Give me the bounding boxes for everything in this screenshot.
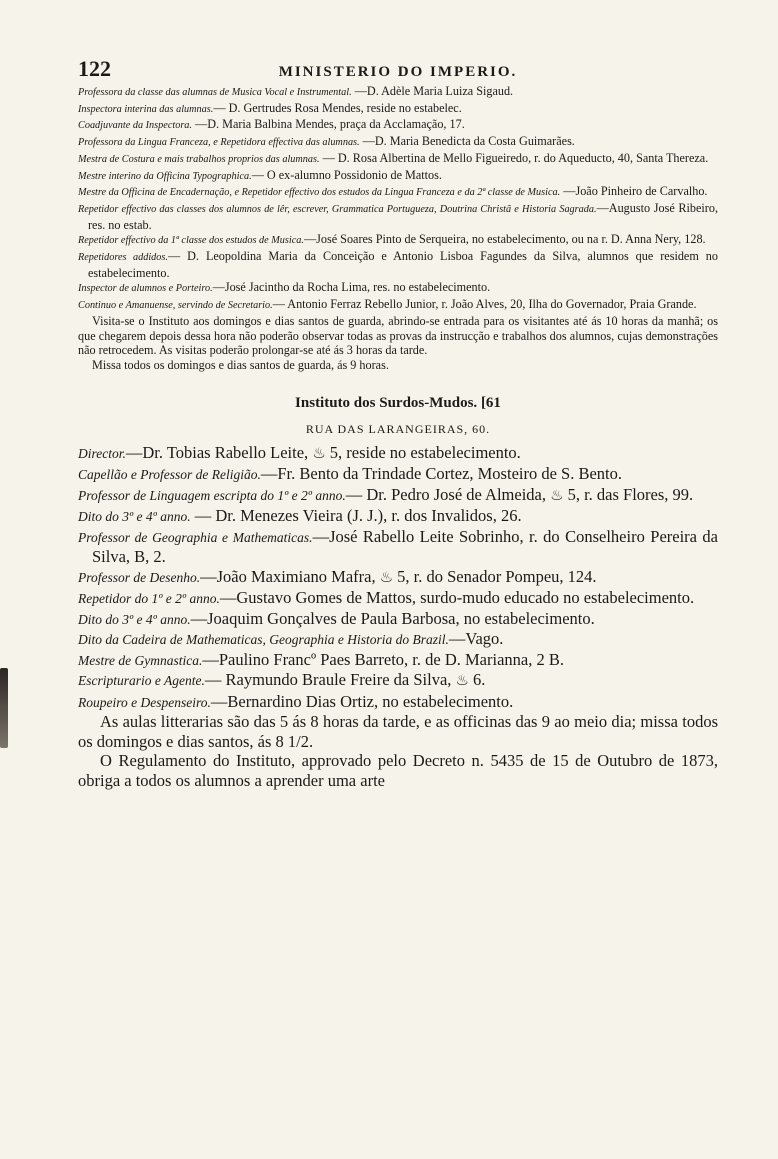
entry-text-after: 5, r. do Senador Pompeu, 124. — [393, 566, 597, 586]
lower-entry — [78, 567, 718, 589]
role-title: Professor de Geographia e Mathematicas. — [78, 529, 313, 545]
role-title: Roupeiro e Despenseiro. — [78, 694, 211, 710]
order-insignia-icon: ♨ — [550, 487, 564, 504]
entry-text: — Dr. Menezes Vieira (J. J.), r. dos Invalidos, 26. — [190, 506, 522, 526]
entry-text: — Dr. Pedro José de Almeida, — [345, 484, 551, 504]
lower-entry — [78, 629, 718, 650]
lower-entry — [78, 670, 718, 692]
order-insignia-icon: ♨ — [379, 569, 394, 586]
lower-paragraph: O Regulamento do Instituto, approvado pelo Decreto n. 5435 de 15 de Outubro de 1873, obriga a todos os alumnos a aprender uma arte — [78, 751, 718, 790]
upper-paragraph: Missa todos os domingos e dias santos de guarda, ás 9 horas. — [92, 357, 389, 372]
margin-binding-mark — [0, 668, 8, 748]
upper-entry — [78, 184, 718, 201]
entry-text: —Dr. Tobias Rabello Leite, — [125, 442, 313, 462]
entry-text: — D. Leopoldina Maria da Conceição e Antonio Lisboa Fagundes da Silva, alumnos que residem no estabelecimento. — [88, 249, 718, 280]
lower-entry — [78, 692, 718, 713]
entry-text: —D. Maria Benedicta da Costa Guimarães. — [359, 134, 575, 149]
role-title: Mestre interino da Officina Typographica. — [78, 170, 252, 182]
entry-text: —Fr. Bento da Trindade Cortez, Mosteiro de S. Bento. — [260, 464, 623, 484]
role-title: Repetidor effectivo das classes dos alumnos de lêr, escrever, Grammatica Portugueza, Doutrina Christã e Historia Sagrada. — [78, 203, 597, 215]
role-title: Dito do 3º e 4º anno. — [78, 611, 191, 627]
entry-text: — O ex-alumno Possidonio de Mattos. — [251, 167, 442, 182]
role-title: Professora da Lingua Franceza, e Repetidora effectiva das alumnas. — [78, 137, 360, 149]
lower-entry — [78, 588, 718, 609]
role-title: Capellão e Professor de Religião. — [78, 467, 261, 483]
lower-paragraph: As aulas litterarias são das 5 ás 8 horas da tarde, e as officinas das 9 ao meio dia; missa todos os domingos e dias santos, ás 8 1/2. — [78, 712, 718, 751]
entry-text: — Antonio Ferraz Rebello Junior, r. João Alves, 20, Ilha do Governador, Praia Grande. — [272, 297, 697, 312]
entry-text: — D. Rosa Albertina de Mello Figueiredo, r. do Aqueducto, 40, Santa Thereza. — [319, 150, 709, 165]
page-number: 122 — [78, 56, 111, 81]
upper-entry — [78, 134, 718, 151]
entry-text: —Vago. — [448, 629, 504, 649]
entry-text: —D. Adèle Maria Luiza Sigaud. — [351, 84, 514, 98]
running-head — [78, 56, 718, 84]
lower-entry — [78, 464, 718, 485]
entry-text: —D. Maria Balbina Mendes, praça da Acclamação, 17. — [191, 117, 465, 132]
role-title: Repetidores addidos. — [78, 252, 168, 264]
upper-paragraph: Visita-se o Instituto aos domingos e dias santos de guarda, abrindo-se entrada para os visitantes até ás 10 horas da manhã; os que chegarem depois dessa hora não poderão observar todas as provas da instrucção e trabalhos dos alumnos, cujas demonstrações não retrocedem. As visitas poderão prolongar-se até ás 3 horas da tarde. — [78, 313, 718, 358]
upper-entry — [78, 168, 718, 185]
entry-text-after: 5, r. das Flores, 99. — [563, 484, 694, 504]
entry-text-after: 6. — [468, 670, 486, 690]
upper-entry — [78, 201, 718, 232]
role-title: Mestra de Costura e mais trabalhos proprios das alumnas. — [78, 153, 320, 165]
role-title: Inspectora interina das alumnas. — [78, 103, 214, 115]
entry-text-after: 5, reside no estabelecimento. — [325, 442, 521, 462]
lower-entry — [78, 485, 718, 507]
role-title: Coadjuvante da Inspectora. — [78, 120, 192, 132]
entry-text: —João Pinheiro de Carvalho. — [560, 184, 708, 199]
entry-text: —José Rabello Leite Sobrinho, r. do Conselheiro Pereira da Silva, B, 2. — [92, 526, 718, 567]
upper-entry — [78, 84, 718, 101]
role-title: Repetidor do 1º e 2º anno. — [78, 591, 220, 607]
role-title: Mestre de Gymnastica. — [78, 652, 203, 668]
upper-section — [78, 84, 718, 373]
role-title: Inspector de alumnos e Porteiro. — [78, 283, 213, 295]
running-title: MINISTERIO DO IMPERIO. — [278, 64, 518, 80]
entry-text: —Bernardino Dias Ortiz, no estabelecimento. — [210, 691, 514, 711]
lower-entry — [78, 443, 718, 465]
role-title: Mestre da Officina de Encadernação, e Repetidor effectivo dos estudos da Lingua Franceza e da 2ª classe de Musica. — [78, 187, 561, 199]
entry-text: —Gustavo Gomes de Mattos, surdo-mudo educado no estabelecimento. — [219, 588, 695, 608]
lower-entry — [78, 609, 718, 630]
role-title: Professor de Linguagem escripta do 1º e 2º anno. — [78, 487, 346, 503]
entry-text: — Raymundo Braule Freire da Silva, — [204, 670, 456, 690]
upper-entry — [78, 232, 718, 249]
lower-entry — [78, 527, 718, 567]
book-page — [78, 56, 718, 790]
section-ref: [61 — [480, 394, 501, 411]
entry-text: —Augusto José Ribeiro, res. no estab. — [88, 200, 718, 232]
section-address: RUA DAS LARANGEIRAS, 60. — [305, 421, 491, 436]
upper-entry — [78, 249, 718, 280]
order-insignia-icon: ♨ — [455, 673, 469, 690]
lower-entry — [78, 650, 718, 671]
upper-entry — [78, 280, 718, 297]
section-title-text: Instituto dos Surdos-Mudos. — [295, 394, 478, 411]
order-insignia-icon: ♨ — [312, 445, 326, 462]
entry-text: —José Soares Pinto de Serqueira, no estabelecimento, ou na r. D. Anna Nery, 128. — [303, 232, 706, 247]
entry-text: —Paulino Francº Paes Barreto, r. de D. Marianna, 2 B. — [202, 649, 564, 669]
role-title: Dito do 3º e 4º anno. — [78, 509, 191, 525]
upper-entry — [78, 151, 718, 168]
lower-section — [78, 443, 718, 791]
lower-entry — [78, 506, 718, 527]
role-title: Dito da Cadeira de Mathematicas, Geographia e Historia do Brazil. — [78, 632, 449, 648]
role-title: Repetidor effectivo da 1ª classe dos estudos de Musica. — [78, 235, 304, 247]
entry-text: — D. Gertrudes Rosa Mendes, reside no estabelec. — [213, 100, 462, 115]
section-title — [78, 395, 718, 412]
upper-entry — [78, 297, 718, 314]
upper-entry — [78, 101, 718, 118]
role-title: Professor de Desenho. — [78, 569, 201, 585]
entry-text: —João Maximiano Mafra, — [200, 566, 380, 586]
role-title: Director. — [78, 445, 126, 461]
role-title: Professora da classe das alumnas de Musica Vocal e Instrumental. — [78, 87, 352, 98]
upper-entry — [78, 117, 718, 134]
role-title: Continuo e Amanuense, servindo de Secretario. — [78, 300, 273, 312]
entry-text: —Joaquim Gonçalves de Paula Barbosa, no estabelecimento. — [190, 608, 595, 628]
entry-text: —José Jacintho da Rocha Lima, res. no estabelecimento. — [212, 280, 491, 295]
role-title: Escripturario e Agente. — [78, 673, 205, 689]
